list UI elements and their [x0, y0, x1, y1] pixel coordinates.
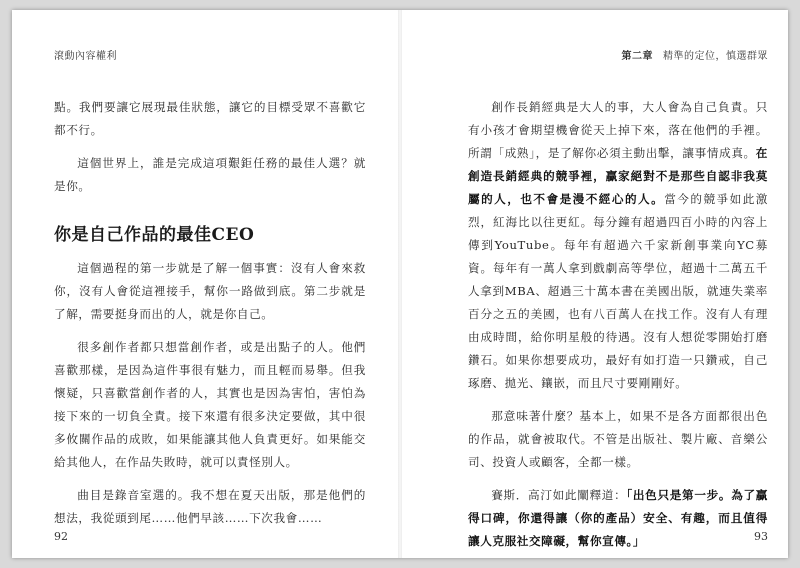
paragraph-text: 創作長銷經典是大人的事，大人會為自己負責。只有小孩才會期望機會從天上掉下來，落在他們的手裡。所謂「成熟」，是了解你必須主動出擊，讓事情成真。 [468, 100, 768, 160]
left-page [30, 10, 366, 558]
paragraph: 點。我們要讓它展現最佳狀態，讓它的目標受眾不喜歡它都不行。 [54, 100, 366, 137]
right-page-body [468, 96, 768, 563]
chapter-title: 精準的定位，慎選群眾 [663, 51, 768, 62]
emphasis-text: 在創造長銷經典的競爭裡，贏家絕對不是那些自認非我莫屬的人，也不會是漫不經心的人。 [468, 146, 768, 206]
right-page [432, 10, 768, 558]
book-gutter [398, 10, 402, 558]
paragraph [468, 96, 768, 395]
right-running-head [622, 47, 769, 62]
left-running-head: 滾動內容權利 [54, 51, 117, 62]
section-heading: 你是自己作品的最佳CEO [54, 225, 255, 245]
left-page-number: 92 [54, 530, 68, 543]
paragraph: 那意味著什麼？基本上，如果不是各方面都很出色的作品，就會被取代。不管是出版社、製片廠、音樂公司、投資人或顧客，全都一樣。 [468, 409, 768, 469]
paragraph-text: 賽斯．高汀如此闡釋道： [491, 488, 627, 502]
paragraph-text: 當今的競爭如此激烈，紅海比以往更紅。每分鐘有超過四百小時的內容上傳到YouTube。每年有超過六千家新創事業向YC募資。每年有一萬人拿到戲劇高等學位，超過十二萬五千人拿到MBA、超過三十萬本書在美國出版，就連失業率百分之五的美國，也有八百萬人在找工作。沒有人有理由成時間，給你明星般的待遇。沒有人想從零開始打磨鑽石。如果你想要成功，最好有如打造一只鑽戒，自己琢磨、拋光、鑲嵌，而且尺寸要剛剛好。 [468, 192, 768, 390]
paragraph: 這個世界上，誰是完成這項艱鉅任務的最佳人選？就是你。 [54, 156, 366, 193]
paragraph: 曲目是錄音室選的。我不想在夏天出版，那是他們的想法，我從頭到尾……他們早該……下次我會…… [54, 488, 366, 525]
book-spread [12, 10, 788, 558]
chapter-label: 第二章 [621, 51, 653, 62]
paragraph: 這個過程的第一步就是了解一個事實：沒有人會來救你，沒有人會從這裡接手，幫你一路做到底。第二步就是了解，需要挺身而出的人，就是你自己。 [54, 261, 366, 321]
right-page-number: 93 [754, 530, 768, 543]
paragraph [468, 484, 768, 553]
left-page-body [54, 96, 366, 540]
quote-text: 「出色只是第一步。為了贏得口碑，你還得讓（你的產品）安全、有趣，而且值得讓人克服社交障礙，幫你宣傳。」 [468, 488, 768, 548]
paragraph: 很多創作者都只想當創作者，或是出點子的人。他們喜歡那樣，是因為這件事很有魅力，而且輕而易舉。但我懷疑，只喜歡當創作者的人，其實也是因為害怕，害怕為接下來的一切負全責。接下來還有很多決定要做，其中很多攸關作品的成敗，如果能讓其他人負責更好。如果能交給其他人，在作品失敗時，就可以責怪別人。 [54, 340, 366, 469]
